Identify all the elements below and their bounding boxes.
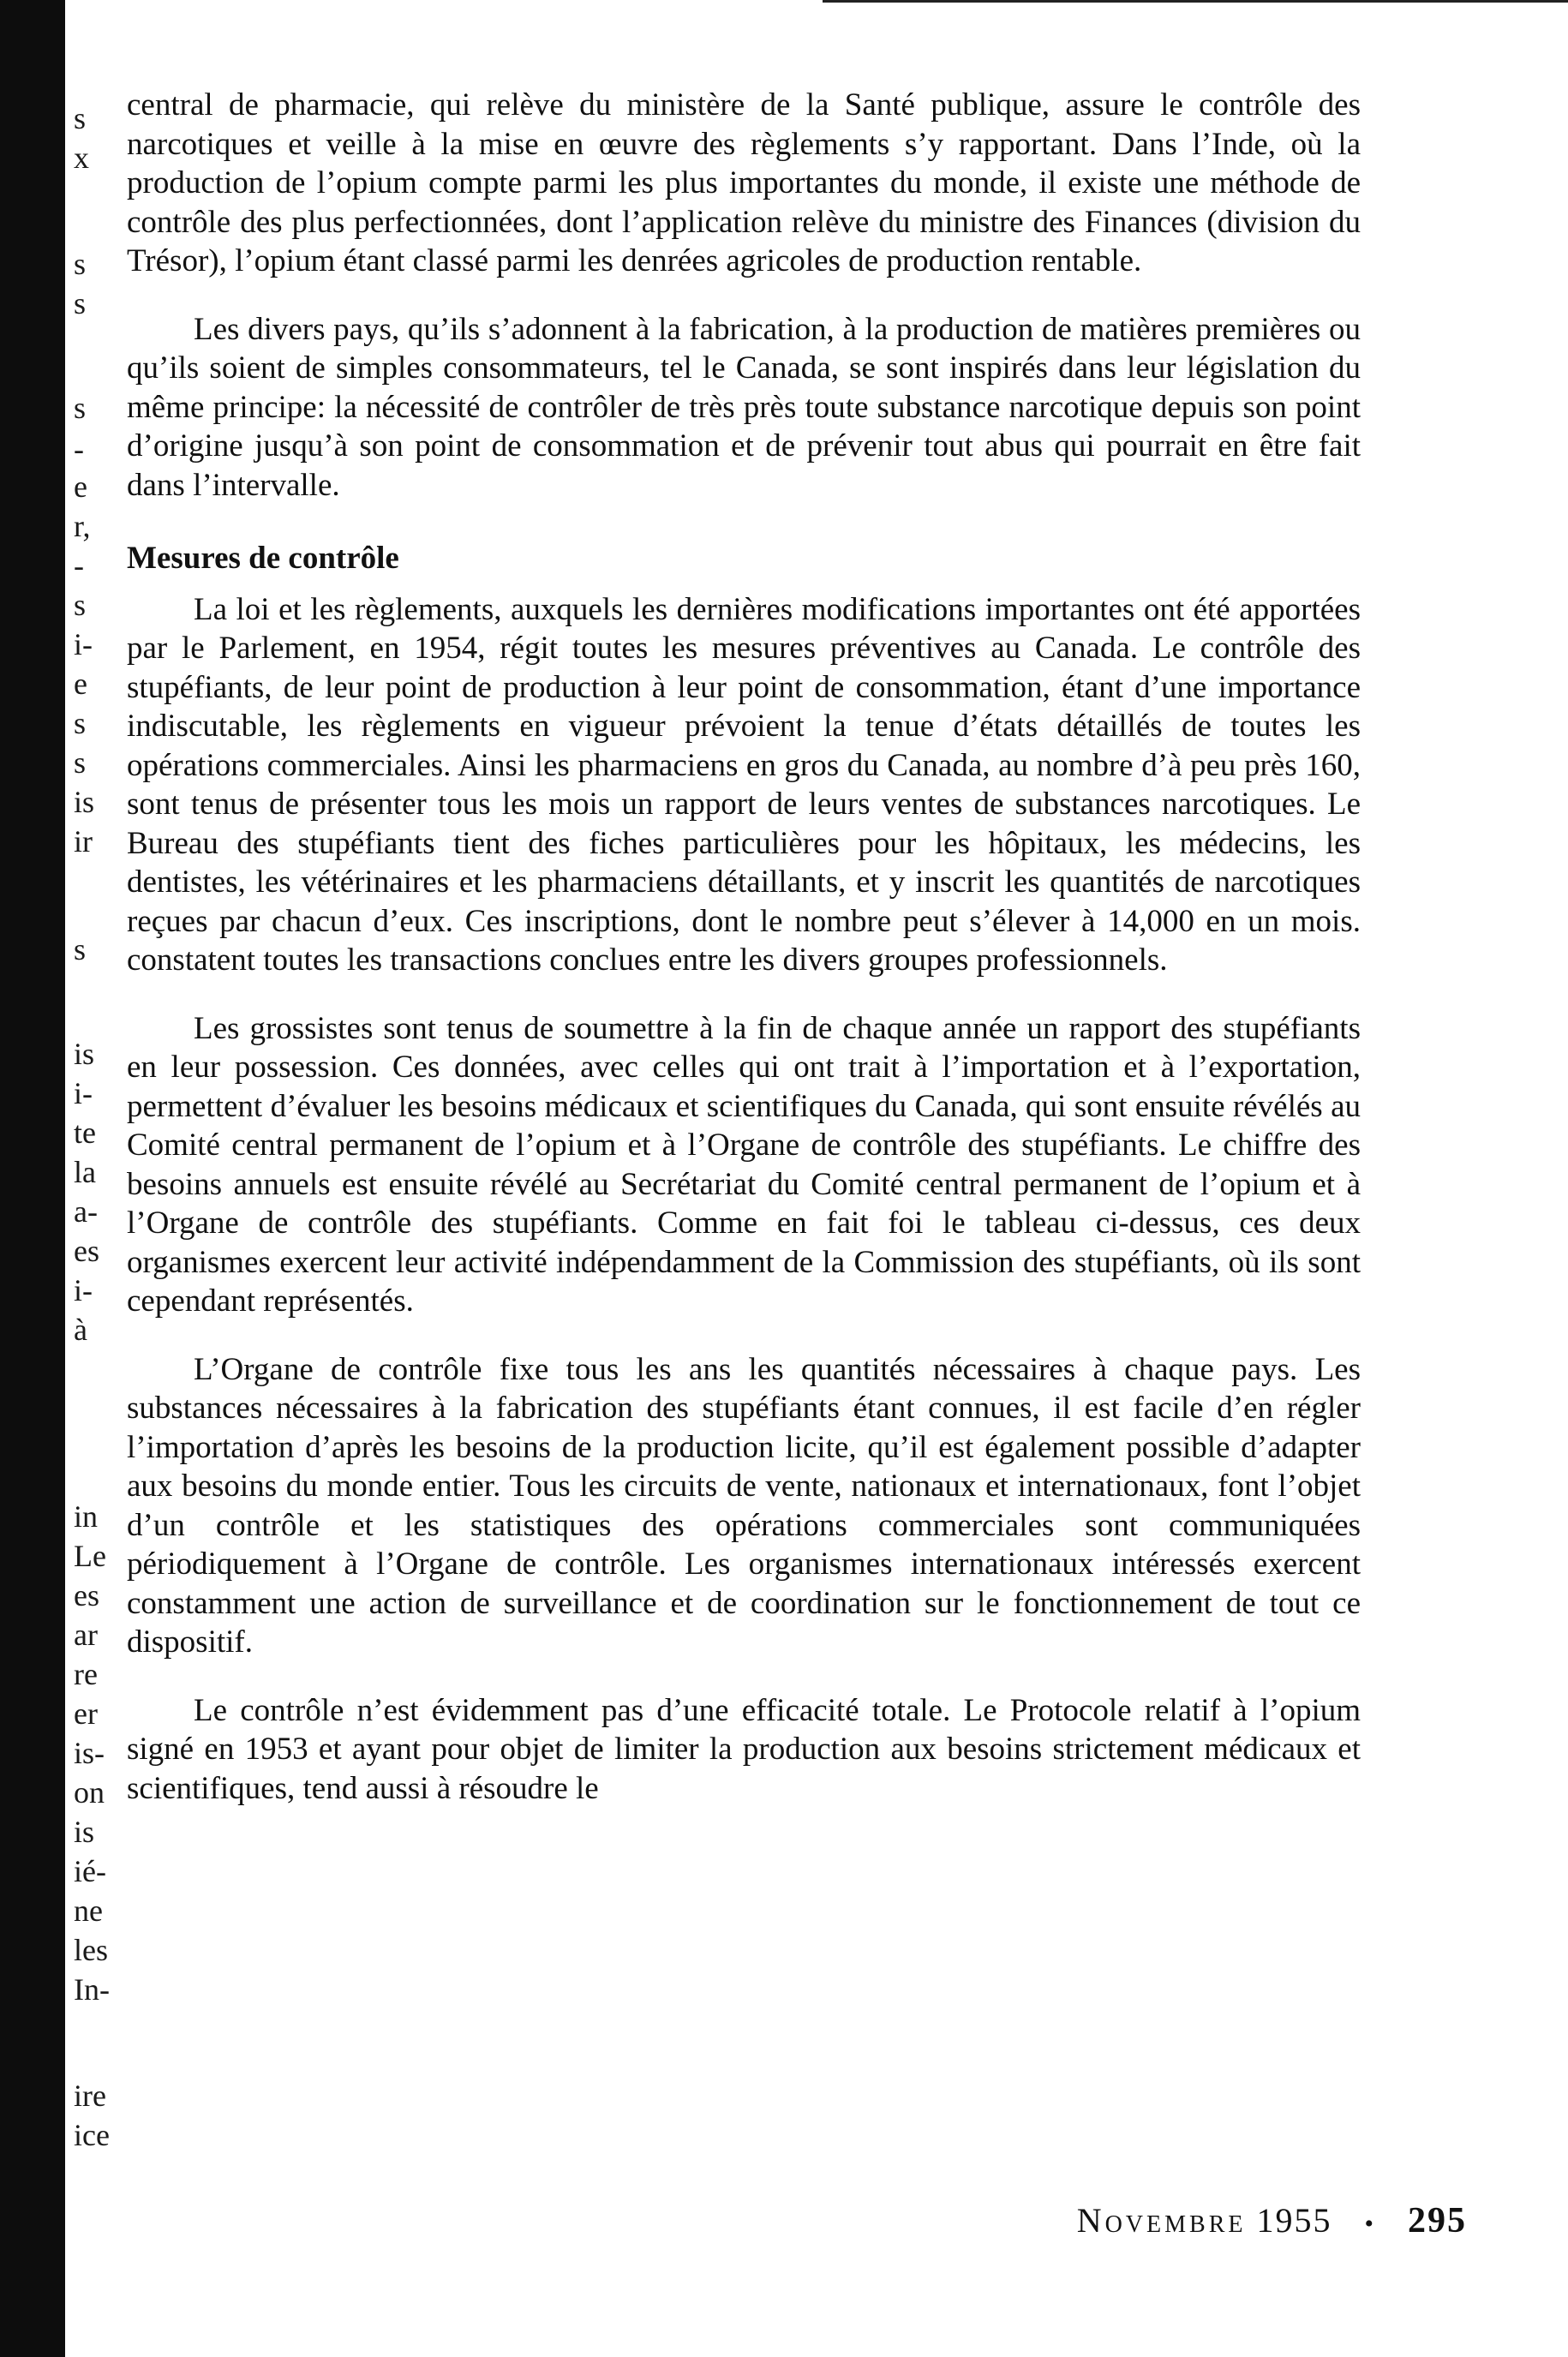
bleed-fragment: In- <box>74 1972 110 2007</box>
paragraph: La loi et les règlements, auxquels les dernières modifications importantes ont été apportées par le Parlement, en 1954, régit toutes les mesures préventives au Canada. Le contrôle des stupéfiants, de leur point de production à leur point de consommation, étant d’une importance indiscutable, les règlements en vigueur prévoient la tenue d’états détaillés de toutes les opérations commerciales. Ainsi les pharmaciens en gros du Canada, au nombre d’à peu près 160, sont tenus de présenter tous les mois un rapport de leurs ventes de substances narcotiques. Le Bureau des stupéfiants tient des fiches particulières pour les hôpitaux, les médecins, les dentistes, les vétérinaires et les pharmaciens détaillants, et y inscrit les quantités de narcotiques reçues par chacun d’eux. Ces inscriptions, dont le nombre peut s’élever à 14,000 en un mois. constatent toutes les transactions conclues entre les divers groupes professionnels. <box>127 591 1361 978</box>
footer-year: 1955 <box>1256 2201 1332 2240</box>
bleed-fragment: x <box>74 141 89 175</box>
bleed-fragment: ice <box>74 2118 110 2152</box>
binding-shadow <box>0 0 65 2357</box>
bleed-fragment: es <box>74 1578 99 1612</box>
page-footer <box>1077 2200 1467 2241</box>
bleed-fragment: te <box>74 1116 96 1150</box>
paragraph: L’Organe de contrôle fixe tous les ans les quantités nécessaires à chaque pays. Les substances nécessaires à la fabrication des stupéfiants étant connues, il est facile d’en régler l’importation d’après les besoins de la production licite, qu’il est également possible d’adapter aux besoins du monde entier. Tous les circuits de vente, nationaux et internationaux, font l’objet d’un contrôle et les statistiques des opérations commerciales sont communiquées périodiquement à l’Organe de contrôle. Les organismes internationaux intéressés exercent constamment une action de surveillance et de coordination sur le fonctionnement de tout ce dispositif. <box>127 1351 1361 1660</box>
bleed-fragment: ne <box>74 1893 103 1928</box>
paragraph: Les divers pays, qu’ils s’adonnent à la fabrication, à la production de matières premières ou qu’ils soient de simples consommateurs, tel le Canada, se sont inspirés dans leur législation du même principe: la nécessité de contrôler de très près toute substance narcotique depuis son point d’origine jusqu’à son point de consommation et de prévenir tout abus qui pourrait en être fait dans l’intervalle. <box>127 311 1361 503</box>
bleed-fragment: s <box>74 286 87 320</box>
bleed-fragment: Le <box>74 1539 106 1573</box>
bleed-fragment: ire <box>74 2079 106 2113</box>
paragraph: Le contrôle n’est évidemment pas d’une efficacité totale. Le Protocole relatif à l’opium signé en 1953 et ayant pour objet de limiter la production aux besoins strictement médicaux et scientifiques, tend aussi à résoudre le <box>127 1692 1361 1806</box>
bleed-fragment: is- <box>74 1736 105 1770</box>
bleed-fragment: es <box>74 1234 99 1268</box>
bleed-fragment: ar <box>74 1618 98 1652</box>
bleed-fragment: on <box>74 1775 105 1810</box>
page-number: 295 <box>1408 2201 1467 2240</box>
bleed-fragment: - <box>74 432 84 466</box>
bleed-fragment: is <box>74 1815 95 1849</box>
bullet-icon: • <box>1364 2209 1375 2238</box>
bleed-fragment: e <box>74 667 87 701</box>
bleed-fragment: à <box>74 1313 87 1347</box>
bleed-fragment: la <box>74 1155 96 1189</box>
bleed-fragment: in <box>74 1499 99 1534</box>
bleed-fragment: is <box>74 1037 95 1071</box>
section-heading: Mesures de contrôle <box>127 541 399 576</box>
bleed-fragment: les <box>74 1933 108 1967</box>
bleed-fragment: s <box>74 247 87 281</box>
bleed-fragment: s <box>74 101 87 135</box>
bleed-fragment: er <box>74 1696 98 1731</box>
bleed-fragment: s <box>74 932 87 966</box>
facing-page-bleed <box>74 0 125 2357</box>
article-body <box>127 86 1361 1837</box>
bleed-fragment: a- <box>74 1194 98 1229</box>
bleed-fragment: e <box>74 470 87 504</box>
bleed-fragment: s <box>74 391 87 425</box>
bleed-fragment: ié- <box>74 1854 106 1888</box>
bleed-fragment: is <box>74 785 95 819</box>
bleed-fragment: s <box>74 706 87 740</box>
top-rule <box>823 0 1568 3</box>
bleed-fragment: s <box>74 745 87 780</box>
bleed-fragment: i- <box>74 1273 93 1307</box>
bleed-fragment: re <box>74 1657 98 1691</box>
bleed-fragment: i- <box>74 627 93 661</box>
bleed-fragment: - <box>74 548 84 583</box>
bleed-fragment: ir <box>74 824 93 858</box>
bleed-fragment: i- <box>74 1076 93 1110</box>
paragraph: central de pharmacie, qui relève du ministère de la Santé publique, assure le contrôle des narcotiques et veille à la mise en œuvre des règlements s’y rapportant. Dans l’Inde, où la production de l’opium compte parmi les plus importantes du monde, il existe une méthode de contrôle des plus perfectionnées, dont l’application relève du ministre des Finances (division du Trésor), l’opium étant classé parmi les denrées agricoles de production rentable. <box>127 87 1361 278</box>
footer-month: Novembre <box>1076 2201 1247 2240</box>
bleed-fragment: s <box>74 588 87 622</box>
bleed-fragment: r, <box>74 509 91 543</box>
paragraph: Les grossistes sont tenus de soumettre à la fin de chaque année un rapport des stupéfiants en leur possession. Ces données, avec celles qui ont trait à l’importation et à l’exportation, permettent d’évaluer les besoins médicaux et scientifiques du Canada, qui sont ensuite révélés au Comité central permanent de l’opium et à l’Organe de contrôle des stupéfiants. Le chiffre des besoins annuels est ensuite révélé au Secrétariat du Comité central permanent de l’opium et à l’Organe de contrôle des stupéfiants. Comme en fait foi le tableau ci-dessus, ces deux organismes exercent leur activité indépendamment de la Commission des stupéfiants, où ils sont cependant représentés. <box>127 1010 1361 1319</box>
